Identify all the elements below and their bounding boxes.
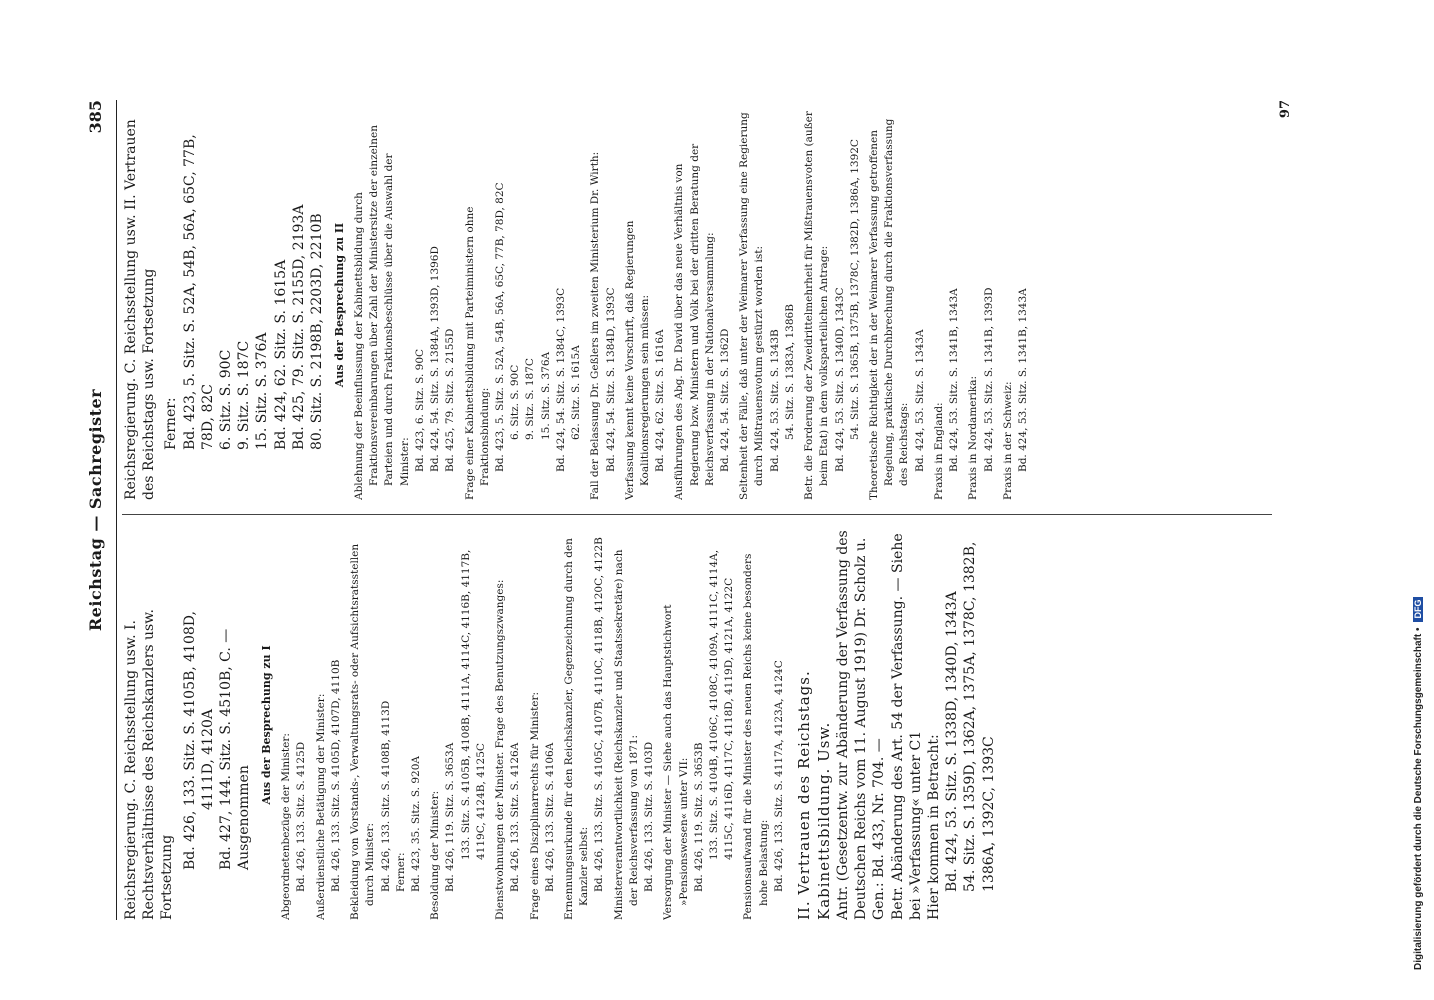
left-entry-title: Außerdienstliche Betätigung der Minister: [314, 693, 327, 920]
right-entry-ref: 9. Sitz. S. 187C [524, 358, 537, 440]
right-entry-ref: Bd. 423, 5. Sitz. S. 52A, 54B, 56A, 65C, 77B, 78D, 82C [493, 182, 506, 472]
left-entry [314, 530, 344, 920]
right-subhead: Aus der Besprechung zu II [333, 222, 347, 388]
right-entry [352, 110, 459, 500]
left-entry-ref: Bd. 426, 119. Sitz. S. 3653A [444, 742, 457, 892]
right-ref-big: 15. Sitz. S. 376A [254, 332, 271, 450]
left-entry-ref: Ferner: [394, 852, 407, 892]
right-ref-big: Bd. 424, 62. Sitz. S. 1615A [272, 259, 289, 450]
left-entry-ref: Bd. 426, 133. Sitz. S. 4117A, 4123A, 4124C [772, 660, 785, 892]
right-entry-ref: Bd. 424, 53. Sitz. S. 1341B, 1343A [948, 288, 961, 472]
right-entry-ref: Bd. 424, 54. Sitz. S. 1362D [719, 328, 732, 472]
right-ref-big: Bd. 425, 79. Sitz. S. 2155D, 2193A [290, 204, 307, 450]
section-2-line: 54. Sitz. S. 1359D, 1362A, 1375A, 1378C, 1382B, 1386A, 1392C, 1393C [962, 541, 997, 892]
right-ref-big: 80. Sitz. S. 2198B, 2203D, 2210B [308, 213, 325, 450]
left-entries [279, 530, 787, 920]
left-entry-title: Abgeordnetenbezüge der Minister: [280, 733, 293, 920]
side-note-text [1413, 30, 1433, 970]
section-2-line: Bd. 424, 53. Sitz. S. 1338D, 1340D, 1343A [944, 591, 961, 892]
right-entry-ref: 15. Sitz. S. 376A [539, 351, 552, 440]
left-entry-ref: 133. Sitz. S. 4105B, 4108B, 4111A, 4114C, 4116B, 4117B, 4119C, 4124B, 4125C [459, 549, 487, 860]
left-ref-big: Bd. 427, 144. Sitz. S. 4510B, C. — Ausgenommen [217, 628, 253, 870]
left-entry-ref: Bd. 423, 35. Sitz. S. 920A [410, 756, 422, 892]
left-entry-title: Pensionsaufwand für die Minister des neuen Reichs keine besonders hohe Belastung: [742, 553, 770, 920]
right-entry-title: Fall der Belassung Dr. Geßlers im zweiten Ministerium Dr. Wirth: [589, 151, 602, 500]
right-entry-ref: Bd. 425, 79. Sitz. S. 2155D [444, 328, 457, 472]
right-entry-title: Ausführungen des Abg. Dr. David über das neue Verhältnis von Regierung bzw. Ministern und Volk bei der dritten Beratung der Reichsverfassung in der Nationalversammlung: [673, 143, 716, 500]
section-2-title: II. Vertrauen des Reichstags. Kabinettsbildung. Usw. [795, 670, 833, 920]
left-column [122, 530, 1272, 920]
left-refs-big [181, 530, 254, 920]
left-entry-ref: Bd. 426, 133. Sitz. S. 4126A [509, 742, 522, 892]
right-entry-title: Theoretische Richtigkeit der in der Weimarer Verfassung getroffenen Regelung, praktische Durchbrechung durch die Fraktionsverfassung des Reichstags: [868, 118, 911, 500]
right-entry-ref: Bd. 424, 53. Sitz. S. 1341B, 1393D [982, 287, 995, 472]
right-entry-ref: Bd. 423, 6. Sitz. S. 90C [413, 348, 426, 472]
dfg-badge: DFG [1413, 597, 1423, 622]
left-ref-big: Bd. 426, 133. Sitz. S. 4105B, 4108D, [181, 611, 198, 870]
left-entry-title: Ernennungsurkunde für den Reichskanzler, Gegenzeichnung durch den Kanzler selbst: [562, 538, 591, 920]
right-ref-big: 9. Sitz. S. 187C [236, 340, 253, 450]
right-entry-ref: Bd. 424, 53. Sitz. S. 1343B [768, 329, 781, 472]
right-entry-ref: 54. Sitz. S. 1365B, 1375B, 1378C, 1382D, 1386A, 1392C [848, 139, 861, 440]
left-entry-title: Frage eines Disziplinarrechts für Minister: [528, 691, 541, 920]
left-entry [428, 530, 489, 920]
left-subhead: Aus der Besprechung zu I [260, 645, 274, 805]
right-entry-title: Praxis in Nordamerika: [967, 375, 980, 500]
left-entry [612, 530, 658, 920]
right-entry-ref: Bd. 424, 62. Sitz. S. 1616A [654, 329, 667, 472]
right-entry-ref: Bd. 424, 53. Sitz. S. 1341B, 1343A [1016, 288, 1029, 472]
left-entry-ref: Bd. 426, 133. Sitz. S. 4105D, 4107D, 4110B [329, 659, 342, 892]
right-entry [737, 110, 798, 500]
left-entry [562, 530, 608, 920]
left-entry-title: Besoldung der Minister: [429, 790, 442, 920]
right-ref-big: Bd. 423, 5. Sitz. S. 52A, 54B, 56A, 65C, 77B, 78D, 82C [181, 134, 216, 450]
right-entry [867, 110, 928, 500]
right-entry-ref: Bd. 424, 53. Sitz. S. 1343A [913, 329, 926, 472]
right-entry-title: Praxis in England: [932, 402, 945, 500]
left-entry-ref: Bd. 426, 133. Sitz. S. 4106A [543, 742, 556, 892]
right-entry [1001, 110, 1031, 500]
right-entry-ref: 54. Sitz. S. 1383A, 1386B [783, 304, 796, 440]
right-entries [352, 110, 1031, 500]
left-entry-ref: Bd. 426, 133. Sitz. S. 4103D [643, 741, 656, 892]
section-2-line: Hier kommen in Betracht: [925, 734, 942, 920]
right-entry [623, 110, 669, 500]
right-heading: Reichsregierung. C. Reichsstellung usw. II. Vertrauen des Reichstags usw. Fortsetzung [123, 119, 158, 500]
right-entry [966, 110, 996, 500]
right-entry-title: Praxis in der Schweiz: [1001, 381, 1014, 500]
page-number: 385 [86, 100, 105, 134]
right-entry-ref: 6. Sitz. S. 90C [509, 364, 522, 440]
funding-text: Digitalisierung gefördert durch die Deutsche Forschungsgemeinschaft • [1413, 627, 1424, 970]
right-ref-big: 6. Sitz. S. 90C [217, 349, 234, 450]
column-divider [122, 514, 1272, 515]
right-refs-big [181, 110, 327, 500]
section-2-lines [834, 530, 998, 920]
section-2-line: Antr. (Gesetzentw. zur Abänderung der Verfassung des Deutschen Reichs vom 11. August 1919) Dr. Scholz u. Gen.: Bd. 433, Nr. 704. — [835, 530, 888, 920]
right-entry [672, 110, 733, 500]
left-entry [348, 530, 424, 920]
right-entry-ref: Bd. 424, 54. Sitz. S. 1384D, 1393C [604, 287, 617, 472]
left-entry [741, 530, 787, 920]
rotated-page [82, 100, 1322, 920]
left-entry [493, 530, 523, 920]
right-column [122, 110, 1272, 500]
page-header [82, 100, 117, 920]
left-entry-ref: Bd. 426, 133. Sitz. S. 4108B, 4113D [379, 700, 392, 892]
right-entry-title: Frage einer Kabinettsbildung mit Parteiministern ohne Fraktionsbindung: [463, 206, 491, 500]
left-entry-ref: Bd. 426, 133. Sitz. S. 4125D [295, 741, 308, 892]
left-entry [279, 530, 309, 920]
right-entry-title: Betr. die Forderung der Zweidrittelmehrheit für Mißtrauensvoten (außer beim Etat) in dem volksparteilichen Antrage: [803, 111, 831, 500]
left-heading: Reichsregierung. C. Reichsstellung usw. I. Rechtsverhältnisse des Reichskanzlers usw. Fortsetzung [123, 609, 176, 920]
side-note [1413, 30, 1433, 970]
footer-number: 97 [1278, 100, 1293, 119]
right-ferner: Ferner: [163, 397, 180, 450]
right-entry-ref: Bd. 424, 54. Sitz. S. 1384C, 1393C [554, 287, 567, 472]
left-entry [661, 530, 737, 920]
left-ref-big: 4111D, 4120A [199, 709, 216, 810]
left-entry-ref: 133. Sitz. S. 4104B, 4106C, 4108C, 4109A, 4111C, 4114A, 4115C, 4116D, 4117C, 4118D, 4119D, 4121A, 4122C [707, 549, 736, 860]
right-entry [802, 110, 863, 500]
left-entry [528, 530, 558, 920]
left-entry-ref: Bd. 426, 119. Sitz. S. 3653B [692, 742, 705, 892]
right-entry-title: Seltenheit der Fälle, daß unter der Weimarer Verfassung eine Regierung durch Mißtrauensvotum gestürzt worden ist: [738, 112, 766, 500]
right-entry-ref: 62. Sitz. S. 1615A [570, 345, 583, 440]
left-entry-title: Bekleidung von Vorstands-, Verwaltungsrats- oder Aufsichtsratsstellen durch Minister: [349, 543, 377, 920]
right-entry-ref: Bd. 424, 54. Sitz. S. 1384A, 1393D, 1396D [429, 246, 442, 472]
page-title: Reichstag — Sachregister [86, 388, 105, 632]
right-entry-title: Ablehnung der Beeinflussung der Kabinettsbildung durch Fraktionsvereinbarungen über Zahl der Ministersitze der einzelnen Parteien und durch Fraktionsbeschlüsse über die Auswahl der Minister: [353, 125, 411, 500]
right-entry-title: Verfassung kennt keine Vorschrift, daß Regierungen Koalitionsregierungen sein müssen: [623, 220, 651, 500]
section-2-line: Betr. Abänderung des Art. 54 der Verfassung. — Siehe bei »Verfassung« unter C1 [889, 533, 924, 920]
left-entry-title: Ministerverantwortlichkeit (Reichskanzler und Staatssekretäre) nach der Reichsverfassung von 1871: [612, 549, 640, 920]
left-entry-title: Dienstwohnungen der Minister. Frage des Benutzungszwanges: [494, 579, 507, 920]
right-entry [463, 110, 585, 500]
left-entry-title: Versorgung der Minister — Siehe auch das Hauptstichwort »Pensionswesen« unter VII: [662, 604, 690, 920]
right-entry [932, 110, 962, 500]
right-entry-ref: Bd. 424, 53. Sitz. S. 1340D, 1343C [833, 287, 846, 472]
right-entry [588, 110, 618, 500]
left-entry-ref: Bd. 426, 133. Sitz. S. 4105C, 4107B, 4110C, 4118B, 4120C, 4122B [593, 537, 606, 892]
